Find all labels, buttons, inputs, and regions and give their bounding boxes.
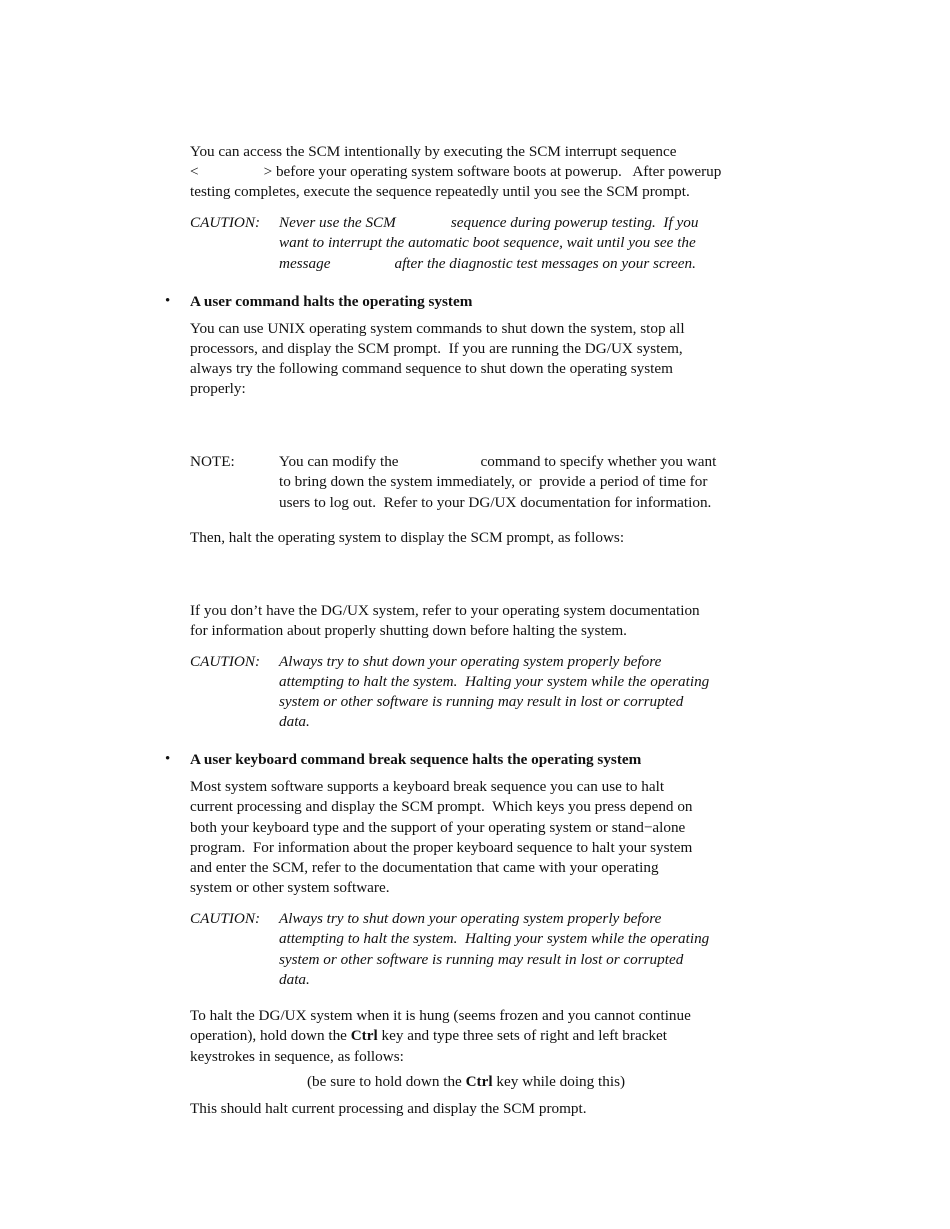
section-heading-user-command: A user command halts the operating system <box>190 293 473 310</box>
caution-3-label: CAUTION: <box>190 910 261 927</box>
final-line: This should halt current processing and display the SCM prompt. <box>190 1100 587 1117</box>
hung-line-2 <box>190 1026 667 1046</box>
caution-1-line-2: want to interrupt the automatic boot sequence, wait until you see the <box>279 234 696 251</box>
then-halt-text: Then, halt the operating system to display the SCM prompt, as follows: <box>190 529 625 546</box>
intro-line-1: You can access the SCM intentionally by executing the SCM interrupt sequence <box>190 143 677 160</box>
ctrl-key-label: Ctrl <box>350 1027 378 1044</box>
intro-line-3: testing completes, execute the sequence repeatedly until you see the SCM prompt. <box>190 183 690 200</box>
caution-3-line-3: system or other software is running may result in lost or corrupted <box>279 951 684 968</box>
caution-2-label: CAUTION: <box>190 653 261 670</box>
user-command-line-2: processors, and display the SCM prompt. If you are running the DG/UX system, <box>190 340 683 357</box>
no-dgux-line-1: If you don’t have the DG/UX system, refer to your operating system documentation <box>190 602 700 619</box>
caution-1-label: CAUTION: <box>190 214 261 231</box>
hold-ctrl-end: key while doing this) <box>492 1073 626 1090</box>
caution-2-line-3: system or other software is running may result in lost or corrupted <box>279 693 684 710</box>
ctrl-key-label: Ctrl <box>465 1073 493 1090</box>
caution-3-line-1: Always try to shut down your operating system properly before <box>279 910 662 927</box>
hung-line-2-start: operation), hold down the <box>190 1027 351 1044</box>
caution-2-line-1: Always try to shut down your operating system properly before <box>279 653 662 670</box>
intro-line-2-start: < <box>190 163 199 180</box>
keyboard-line-4: program. For information about the proper keyboard sequence to halt your system <box>190 839 693 856</box>
hold-ctrl-start: (be sure to hold down the <box>307 1073 466 1090</box>
keyboard-line-5: and enter the SCM, refer to the documentation that came with your operating <box>190 859 659 876</box>
keyboard-line-1: Most system software supports a keyboard break sequence you can use to halt <box>190 778 665 795</box>
caution-3-line-2: attempting to halt the system. Halting your system while the operating <box>279 930 710 947</box>
hold-ctrl-note <box>307 1072 625 1092</box>
caution-1-line-3-start: message <box>279 255 331 272</box>
keyboard-line-3: both your keyboard type and the support of your operating system or stand−alone <box>190 819 686 836</box>
hung-line-1: To halt the DG/UX system when it is hung (seems frozen and you cannot continue <box>190 1007 691 1024</box>
note-line-3: users to log out. Refer to your DG/UX documentation for information. <box>279 494 712 511</box>
caution-1-line-1 <box>279 213 698 233</box>
keyboard-line-6: system or other system software. <box>190 879 390 896</box>
no-dgux-line-2: for information about properly shutting down before halting the system. <box>190 622 627 639</box>
keyboard-line-2: current processing and display the SCM prompt. Which keys you press depend on <box>190 798 693 815</box>
caution-2-line-4: data. <box>279 713 310 730</box>
user-command-line-4: properly: <box>190 380 246 397</box>
note-line-1 <box>279 452 716 472</box>
caution-1-line-1-start: Never use the SCM <box>279 214 396 231</box>
note-line-1-start: You can modify the <box>279 453 399 470</box>
bullet-icon: • <box>165 751 171 767</box>
caution-1-line-3-end: after the diagnostic test messages on your screen. <box>394 255 696 272</box>
user-command-line-3: always try the following command sequence to shut down the operating system <box>190 360 673 377</box>
section-heading-keyboard: A user keyboard command break sequence halts the operating system <box>190 751 642 768</box>
caution-3-line-4: data. <box>279 971 310 988</box>
hung-line-3: keystrokes in sequence, as follows: <box>190 1048 404 1065</box>
caution-2-line-2: attempting to halt the system. Halting your system while the operating <box>279 673 710 690</box>
note-line-2: to bring down the system immediately, or provide a period of time for <box>279 473 708 490</box>
hung-line-2-end: key and type three sets of right and left bracket <box>377 1027 667 1044</box>
user-command-line-1: You can use UNIX operating system commands to shut down the system, stop all <box>190 320 685 337</box>
caution-1-line-3 <box>279 254 696 274</box>
note-line-1-end: command to specify whether you want <box>480 453 717 470</box>
note-label: NOTE: <box>190 453 235 470</box>
bullet-icon: • <box>165 293 171 309</box>
intro-line-2 <box>190 162 721 182</box>
caution-1-line-1-end: sequence during powerup testing. If you <box>450 214 699 231</box>
intro-line-2-end: > before your operating system software boots at powerup. After powerup <box>263 163 722 180</box>
